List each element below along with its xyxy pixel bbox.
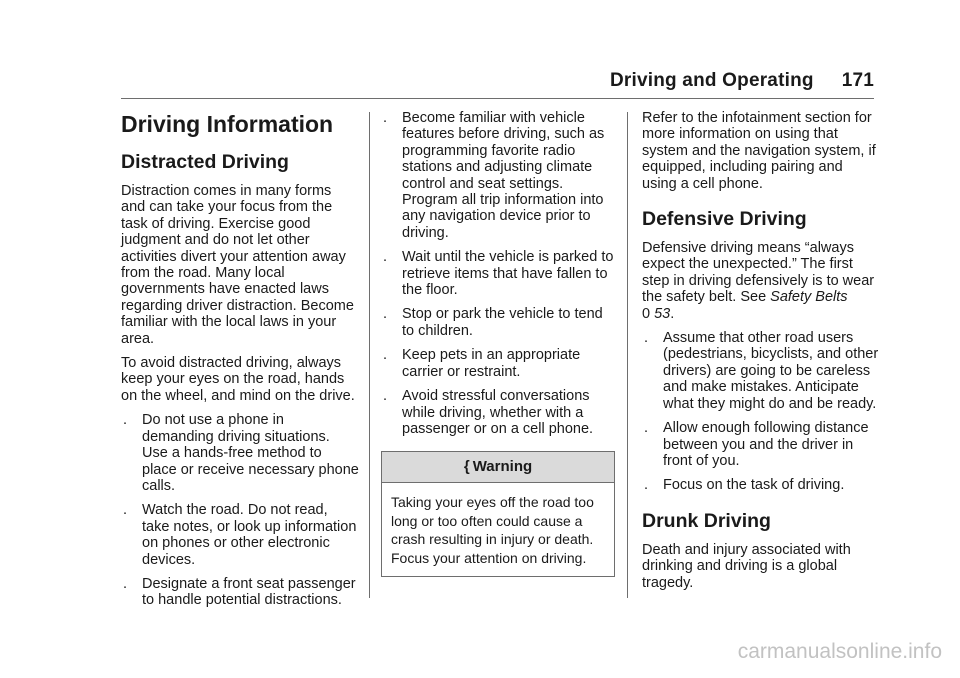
distracted-driving-heading: Distracted Driving <box>121 151 289 173</box>
list-item: . Focus on the task of driving. <box>644 477 845 494</box>
bullet-icon: . <box>123 412 128 429</box>
infotainment-refer-para: Refer to the infotainment section for more information on using that system and the navigation system, if equipped, including pairing and using a cell phone. <box>642 110 876 192</box>
page-title: Driving Information <box>121 111 334 137</box>
warning-triangle-icon: { <box>463 458 470 476</box>
bullet-icon: . <box>383 347 388 364</box>
distracted-para-1: Distraction comes in many forms and can take your focus from the task of driving. Exercise good judgment and do not let other activities divert your attention away from the road. Many local governments have enacted laws regarding driver distraction. Become familiar with the local laws in your area. <box>121 183 354 347</box>
column-divider-2 <box>627 112 628 598</box>
list-item: . Watch the road. Do not read, take notes, or look up information on phones or other electronic devices. <box>123 502 357 568</box>
warning-text: Taking your eyes off the road too long or too often could cause a crash resulting in injury or death. Focus your attention on driving. <box>391 493 594 567</box>
bullet-icon: . <box>644 420 649 437</box>
safety-belts-link[interactable]: Safety Belts <box>770 289 848 306</box>
warning-title: Warning <box>472 458 533 476</box>
list-item: . Keep pets in an appropriate carrier or restraint. <box>383 347 581 380</box>
list-item: . Designate a front seat passenger to handle potential distractions. <box>123 575 356 609</box>
header-rule <box>121 98 874 99</box>
bullet-icon: . <box>123 502 128 519</box>
list-item: . Avoid stressful conversations while driving, whether with a passenger or on a cell phone. <box>383 388 594 437</box>
defensive-driving-heading: Defensive Driving <box>642 208 807 231</box>
page-number: 171 <box>841 70 874 91</box>
drunk-driving-para: Death and injury associated with drinking and driving is a global tragedy. <box>642 541 851 591</box>
column-1 <box>121 110 359 617</box>
bullet-icon: . <box>644 330 649 347</box>
defensive-bullet-list <box>642 330 880 494</box>
column-2 <box>381 110 615 577</box>
bullet-icon: . <box>383 249 388 266</box>
warning-header <box>382 452 614 482</box>
watermark: carmanualsonline.info <box>737 640 942 663</box>
drunk-driving-heading: Drunk Driving <box>642 509 771 532</box>
distracted-para-2: To avoid distracted driving, always keep your eyes on the road, hands on the wheel, and mind on the drive. <box>121 355 355 404</box>
header-section-title: Driving and Operating <box>609 70 814 91</box>
bullet-icon: . <box>383 388 388 405</box>
list-item: . Allow enough following distance between you and the driver in front of you. <box>644 420 869 469</box>
warning-box <box>381 451 615 577</box>
running-header <box>610 70 874 92</box>
bullet-icon: . <box>644 477 649 494</box>
column-divider-1 <box>369 112 370 598</box>
bullet-icon: . <box>123 575 128 592</box>
column-3 <box>642 110 880 599</box>
page-ref-icon: 0 <box>642 305 651 322</box>
defensive-para: Defensive driving means “always expect the unexpected.” The first step in driving defensively is to wear the safety belt. See Safety Belts 0 53. <box>642 240 875 322</box>
distracted-bullet-list-continued <box>381 110 615 437</box>
list-item: . Stop or park the vehicle to tend to children. <box>383 306 603 339</box>
bullet-icon: . <box>383 110 388 126</box>
distracted-bullet-list <box>121 412 359 608</box>
list-item: . Assume that other road users (pedestrians, bicyclists, and other drivers) are going to be careless and make mistakes. Anticipate what they might do and be ready. <box>644 330 879 412</box>
list-item: . Do not use a phone in demanding driving situations. Use a hands-free method to place or receive necessary phone calls. <box>123 412 359 494</box>
list-item: . Become familiar with vehicle features before driving, such as programming favorite radio stations and adjusting climate control and seat settings. Program all trip information into any navigation device prior to driving. <box>383 110 605 241</box>
list-item: . Wait until the vehicle is parked to retrieve items that have fallen to the floor. <box>383 249 614 299</box>
safety-belts-page-ref[interactable]: 53 <box>654 305 671 322</box>
bullet-icon: . <box>383 306 388 323</box>
